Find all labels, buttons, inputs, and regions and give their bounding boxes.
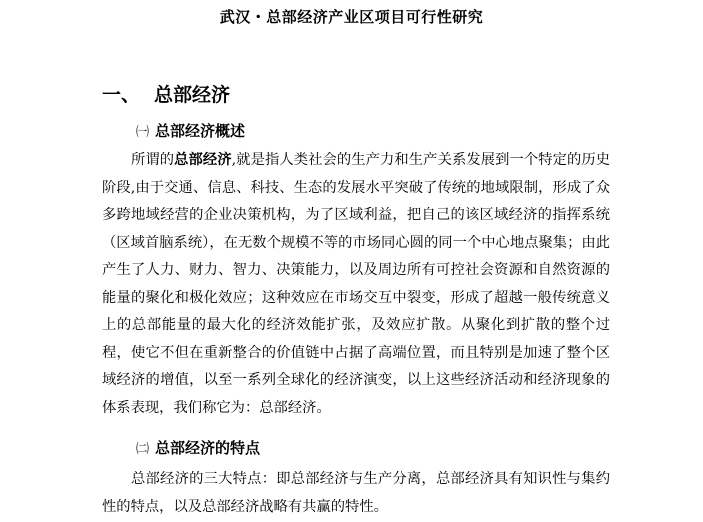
paragraph-features: 总部经济的三大特点：即总部经济与生产分离，总部经济具有知识性与集约性的特点，以及总部经济战略有共赢的特性。 [102,471,610,515]
para-bold-term: 总部经济 [174,152,232,168]
subsection-heading-2 [136,437,260,458]
section-number: 一、 [102,84,141,106]
subsection-title: 总部经济的特点 [155,439,261,457]
subsection-number: ㈠ [136,125,150,140]
para-lead: 所谓的 [131,152,175,168]
paragraph-overview [102,147,610,422]
subsection-number: ㈡ [136,442,150,457]
subsection-title: 总部经济概述 [155,122,246,140]
document-title: 武汉・总部经济产业区项目可行性研究 [219,8,484,26]
section-heading-1 [102,80,230,107]
subsection-heading-1 [136,120,245,141]
para-body: ,就是指人类社会的生产力和生产关系发展到一个特定的历史阶段,由于交通、信息、科技、生态的发展水平突破了传统的地域限制，形成了众多跨地域经营的企业决策机构，为了区域利益，把自己的该区域经济的指挥系统（区域首脑系统），在无数个规模不等的市场同心圆的同一个中心地点聚集；由此产生了人力、财力、智力、决策能力，以及周边所有可控社会资源和自然资源的能量的聚化和极化效应；这种效应在市场交互中裂变，形成了超越一般传统意义上的总部能量的最大化的经济效能扩张，及效应扩散。从聚化到扩散的整个过程，使它不但在重新整合的价值链中占据了高端位置，而且特别是加速了整个区域经济的增值，以至一系列全球化的经济演变，以上这些经济活动和经济现象的体系表现，我们称它为：总部经济。 [102,152,611,416]
section-title: 总部经济 [154,84,231,106]
